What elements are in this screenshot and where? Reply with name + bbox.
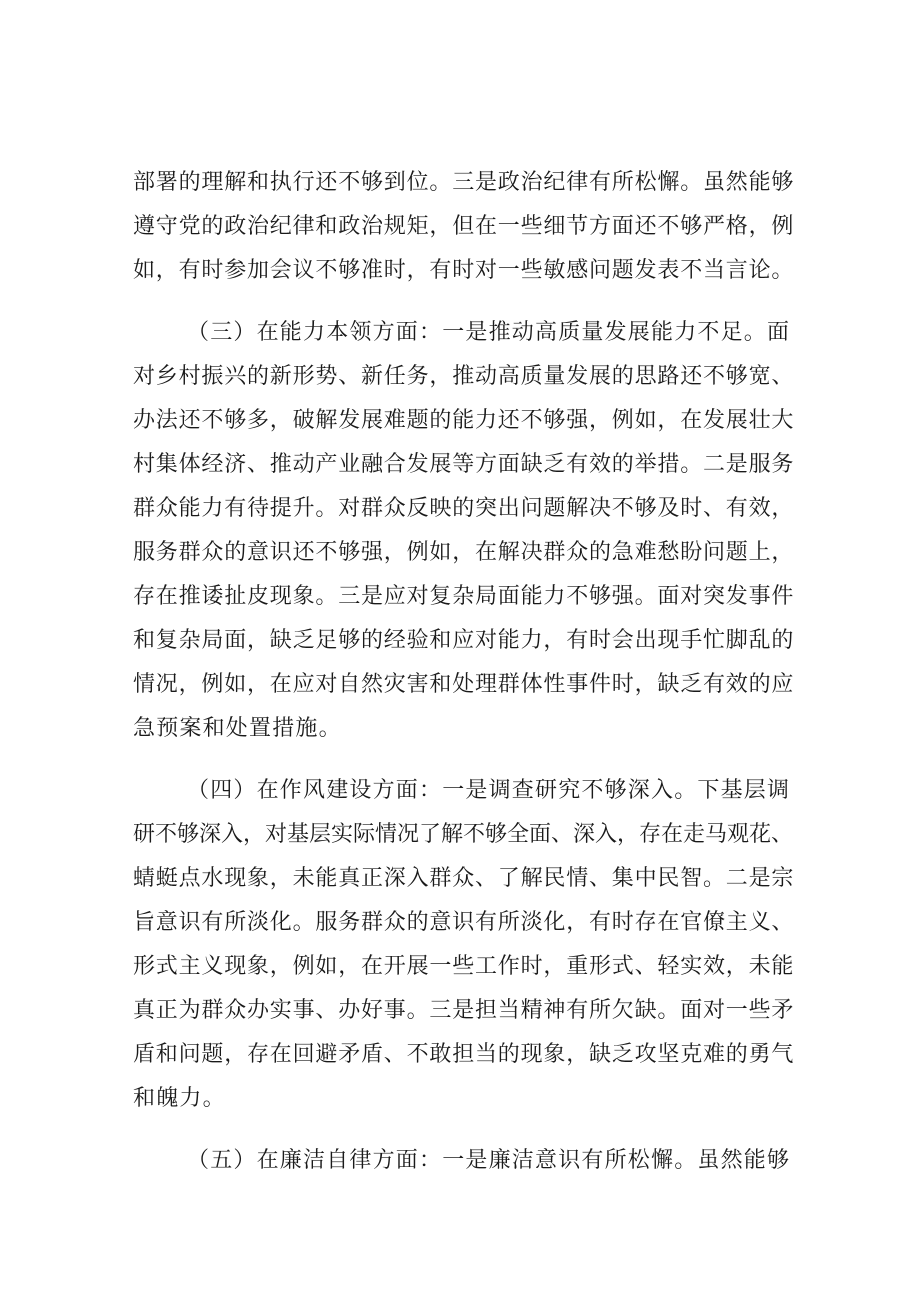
paragraph-integrity [133,1139,797,1183]
text-line: 对乡村振兴的新形势、新任务，推动高质量发展的思路还不够宽、 [133,364,795,389]
text-line: 村集体经济、推动产业融合发展等方面缺乏有效的举措。二是服务 [133,452,795,477]
section-heading-line: （四）在作风建设方面：一是调查研究不够深入。下基层调 [187,778,791,803]
paragraph-gap [133,1121,797,1139]
document-body [133,161,797,1183]
text-line: 情况，例如，在应对自然灾害和处理群体性事件时，缺乏有效的应 [133,672,795,697]
text-line: 旨意识有所淡化。服务群众的意识有所淡化，有时存在官僚主义、 [133,910,795,935]
paragraph-political-discipline [133,161,797,293]
text-line: 群众能力有待提升。对群众反映的突出问题解决不够及时、有效， [133,496,795,521]
paragraph-work-style [133,769,797,1121]
text-line: 服务群众的意识还不够强，例如，在解决群众的急难愁盼问题上， [133,540,795,565]
text-line: 急预案和处置措施。 [133,716,342,741]
text-line: 研不够深入，对基层实际情况了解不够全面、深入，存在走马观花、 [133,822,794,847]
text-line: 和复杂局面，缺乏足够的经验和应对能力，有时会出现手忙脚乱的 [133,628,795,653]
text-line: 蜻蜓点水现象，未能真正深入群众、了解民情、集中民智。二是宗 [133,866,795,891]
text-line: 形式主义现象，例如，在开展一些工作时，重形式、轻实效，未能 [133,954,795,979]
text-line: 如，有时参加会议不够准时，有时对一些敏感问题发表不当言论。 [133,258,795,283]
section-heading-line: （三）在能力本领方面：一是推动高质量发展能力不足。面 [187,320,791,345]
paragraph-ability [133,311,797,751]
text-line: 办法还不够多，破解发展难题的能力还不够强，例如，在发展壮大 [133,408,795,433]
text-line: 存在推诿扯皮现象。三是应对复杂局面能力不够强。面对突发事件 [133,584,795,609]
text-line: 部署的理解和执行还不够到位。三是政治纪律有所松懈。虽然能够 [133,170,795,195]
text-line: 真正为群众办实事、办好事。三是担当精神有所欠缺。面对一些矛 [133,998,795,1023]
paragraph-gap [133,293,797,311]
text-line: 盾和问题，存在回避矛盾、不敢担当的现象，缺乏攻坚克难的勇气 [133,1042,795,1067]
paragraph-gap [133,751,797,769]
text-line: 遵守党的政治纪律和政治规矩，但在一些细节方面还不够严格，例 [133,214,795,239]
section-heading-line: （五）在廉洁自律方面：一是廉洁意识有所松懈。虽然能够 [187,1148,791,1173]
text-line: 和魄力。 [133,1086,226,1111]
